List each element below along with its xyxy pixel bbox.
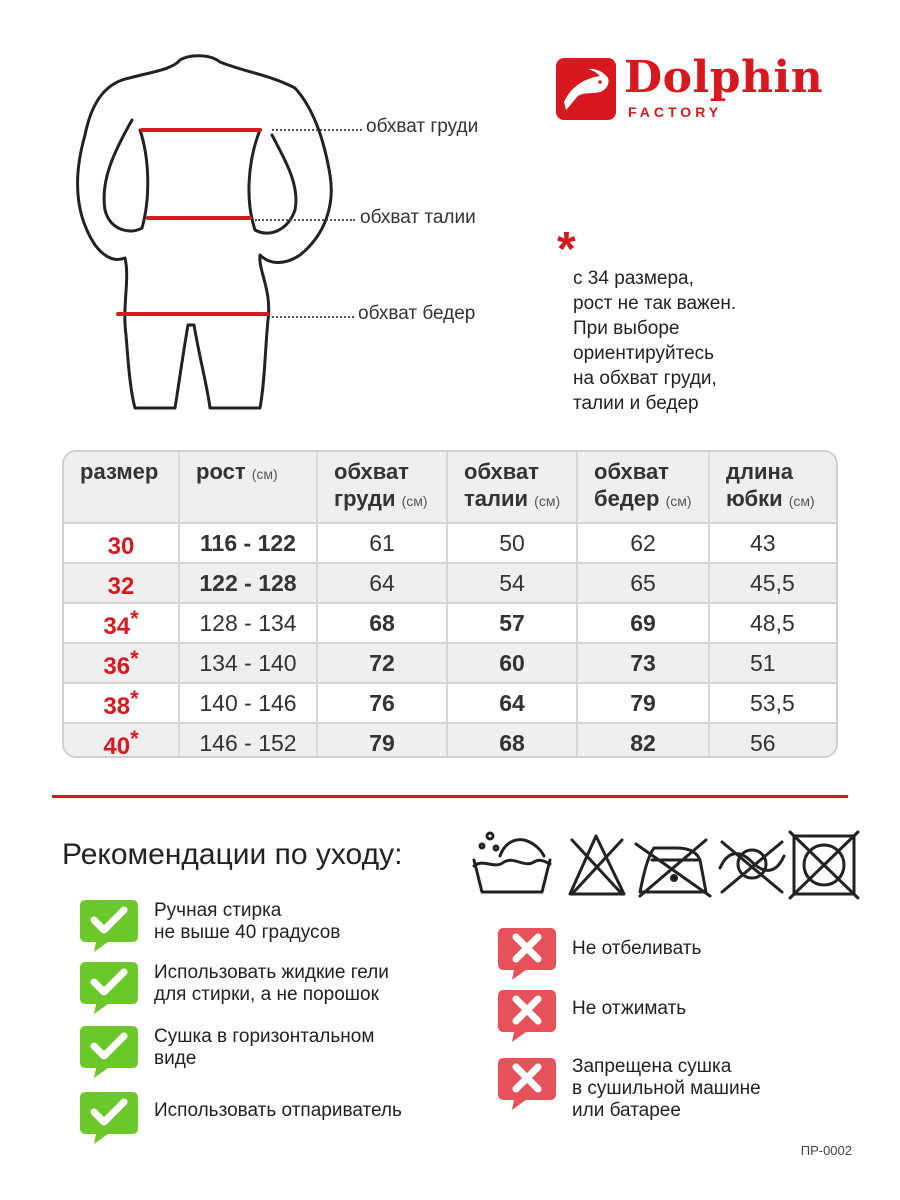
- dolphin-icon: [556, 58, 616, 120]
- no-tumble-dry-icon: [790, 832, 858, 898]
- chest-cell: 68: [317, 603, 447, 643]
- size-cell: 30: [64, 523, 179, 563]
- care-title: Рекомендации по уходу:: [62, 838, 403, 871]
- waist-cell: 50: [447, 523, 577, 563]
- chest-label: обхват груди: [366, 116, 479, 137]
- check-icon: [78, 1022, 140, 1078]
- height-cell: 122 - 128: [179, 563, 317, 603]
- hand-wash-icon: [474, 833, 550, 892]
- skirt-cell: 56: [709, 723, 838, 758]
- waist-pointer: [255, 219, 355, 221]
- care-text: Использовать жидкие гели для стирки, а не порошок: [154, 962, 389, 1005]
- waist-cell: 60: [447, 643, 577, 683]
- hips-cell: 69: [577, 603, 709, 643]
- header-hips: обхват бедер (см): [577, 452, 709, 523]
- body-figure: [60, 50, 350, 420]
- care-text: Не отбеливать: [572, 938, 702, 959]
- waist-cell: 68: [447, 723, 577, 758]
- care-text: Не отжимать: [572, 998, 687, 1019]
- section-divider: [52, 795, 848, 798]
- skirt-cell: 53,5: [709, 683, 838, 723]
- height-cell: 116 - 122: [179, 523, 317, 563]
- hips-cell: 65: [577, 563, 709, 603]
- table-row: [64, 523, 838, 563]
- chest-cell: 64: [317, 563, 447, 603]
- table-row: [64, 723, 838, 758]
- waist-cell: 64: [447, 683, 577, 723]
- care-text: Использовать отпариватель: [154, 1100, 402, 1121]
- skirt-cell: 51: [709, 643, 838, 683]
- table-row: [64, 683, 838, 723]
- table-row: [64, 563, 838, 603]
- table-row: [64, 643, 838, 683]
- height-cell: 140 - 146: [179, 683, 317, 723]
- header-height: рост (см): [179, 452, 317, 523]
- note-line: с 34 размера,: [573, 268, 694, 289]
- header-chest: обхват груди (см): [317, 452, 447, 523]
- waist-label: обхват талии: [360, 207, 476, 228]
- care-symbols: [470, 826, 860, 906]
- chest-pointer: [272, 129, 362, 131]
- height-cell: 134 - 140: [179, 643, 317, 683]
- skirt-cell: 43: [709, 523, 838, 563]
- hips-cell: 79: [577, 683, 709, 723]
- note-asterisk: *: [557, 223, 576, 276]
- waist-cell: 57: [447, 603, 577, 643]
- table-row: [64, 603, 838, 643]
- chest-cell: 72: [317, 643, 447, 683]
- brand-sub: FACTORY: [628, 104, 723, 120]
- check-icon: [78, 896, 140, 952]
- cross-icon: [496, 924, 558, 980]
- header-waist: обхват талии (см): [447, 452, 577, 523]
- chest-cell: 76: [317, 683, 447, 723]
- product-code: ПР-0002: [800, 1143, 852, 1158]
- chest-cell: 61: [317, 523, 447, 563]
- care-text: Сушка в горизонтальном виде: [154, 1026, 375, 1069]
- no-wring-icon: [720, 842, 784, 892]
- height-cell: 128 - 134: [179, 603, 317, 643]
- no-iron-icon: [636, 840, 710, 896]
- size-note: [573, 266, 736, 416]
- skirt-cell: 45,5: [709, 563, 838, 603]
- size-cell: 36*: [64, 643, 179, 683]
- hips-cell: 73: [577, 643, 709, 683]
- size-cell: 34*: [64, 603, 179, 643]
- height-cell: 146 - 152: [179, 723, 317, 758]
- cross-icon: [496, 986, 558, 1042]
- header-size: размер: [64, 452, 179, 523]
- hips-label: обхват бедер: [358, 303, 476, 324]
- size-cell: 40*: [64, 723, 179, 758]
- note-line: При выборе: [573, 318, 680, 339]
- note-line: талии и бедер: [573, 393, 699, 414]
- check-icon: [78, 1088, 140, 1144]
- skirt-cell: 48,5: [709, 603, 838, 643]
- waist-cell: 54: [447, 563, 577, 603]
- note-line: ориентируйтесь: [573, 343, 715, 364]
- care-text: Ручная стирка не выше 40 градусов: [154, 900, 341, 943]
- size-cell: 38*: [64, 683, 179, 723]
- note-line: на обхват груди,: [573, 368, 717, 389]
- hips-pointer: [272, 316, 354, 318]
- size-table: [62, 450, 838, 758]
- no-bleach-icon: [570, 836, 624, 894]
- brand-name: Dolphin: [624, 52, 824, 103]
- chest-cell: 79: [317, 723, 447, 758]
- hips-cell: 62: [577, 523, 709, 563]
- hips-cell: 82: [577, 723, 709, 758]
- header-skirt: длина юбки (см): [709, 452, 838, 523]
- cross-icon: [496, 1054, 558, 1110]
- table-header-row: [64, 452, 838, 523]
- brand-logo: [556, 52, 856, 124]
- size-cell: 32: [64, 563, 179, 603]
- care-text: Запрещена сушка в сушильной машине или батарее: [572, 1056, 761, 1121]
- check-icon: [78, 958, 140, 1014]
- note-line: рост не так важен.: [573, 293, 737, 314]
